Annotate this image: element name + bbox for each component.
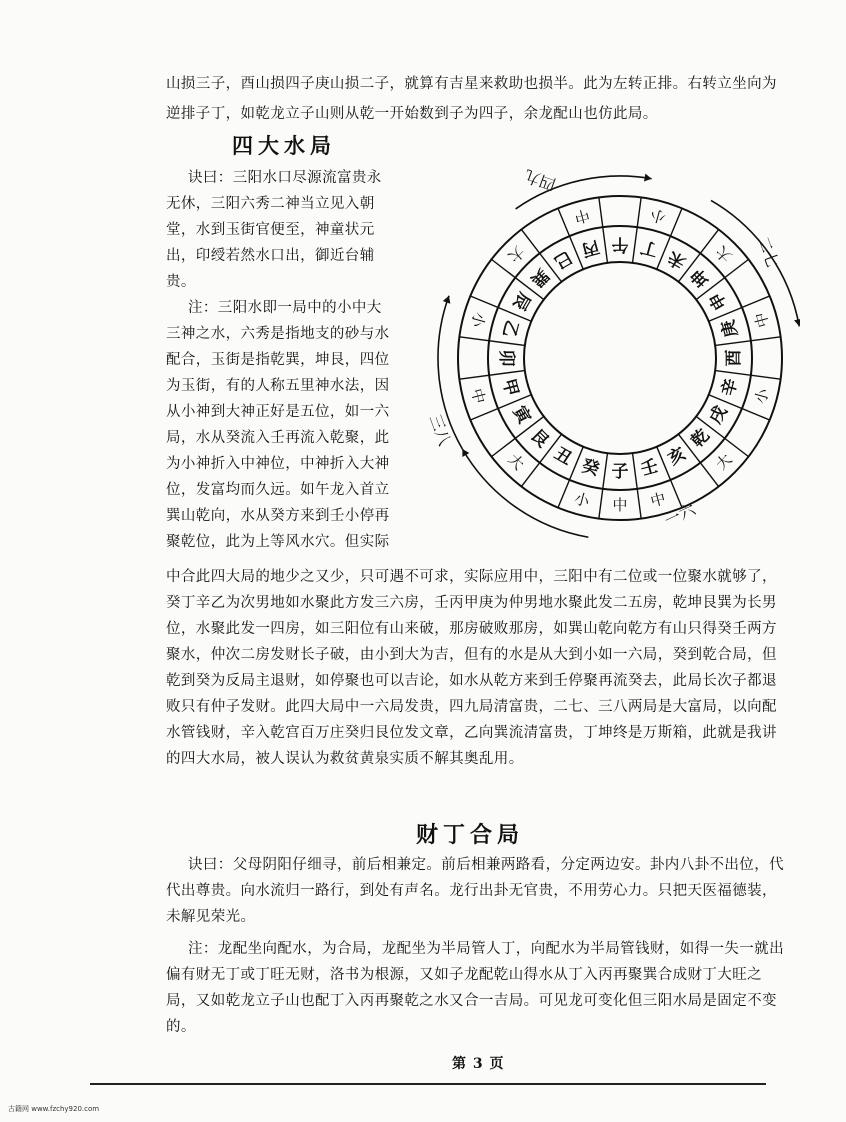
wide-line: 乾到癸为反局主退财，如停聚也可以吉论，如水从乾方来到壬停聚再流癸去，此局长次子都退 xyxy=(166,673,777,689)
body-line: 偏有财无丁或丁旺无财，洛书为根源，又如子龙配乾山得水从丁入丙再聚巽合成财丁大旺之 xyxy=(166,967,762,983)
inner-ring-label: 丑 xyxy=(550,443,576,470)
inner-ring-label: 乾 xyxy=(687,425,714,452)
wide-line: 的四大水局，被人误认为救贫黄泉实质不解其奥乱用。 xyxy=(166,751,524,767)
narrow-line: 为玉街，有的人称五里神水法，因 xyxy=(166,378,390,394)
inner-ring-label: 子 xyxy=(611,462,629,482)
inner-ring-label: 午 xyxy=(611,234,629,254)
inner-ring-label: 坤 xyxy=(687,264,714,291)
narrow-line: 位，发富均而久远。如午龙入首立 xyxy=(166,482,390,498)
ring-circle-1 xyxy=(488,226,752,490)
narrow-line: 出，印绶若然水口出，御近台辅 xyxy=(166,248,375,264)
wide-line: 癸丁辛乙为次男地如水聚此方发三六房，壬丙甲庚为仲男地水聚此发二五房，乾坤艮巽为长男 xyxy=(166,595,777,611)
site-watermark: 古籍网 www.fzchy920.com xyxy=(8,1105,100,1113)
section-title-four-water: 四大水局 xyxy=(232,133,336,158)
outer-ring-label: 中 xyxy=(648,489,668,511)
inner-ring-label: 丁 xyxy=(638,236,661,260)
body-line: 未解见荣光。 xyxy=(166,909,256,925)
outer-ring-label: 中 xyxy=(572,205,592,227)
outer-ring-label: 大 xyxy=(712,242,736,266)
three-yang-water-diagram xyxy=(420,160,800,560)
footer-rule xyxy=(90,1083,766,1085)
arc-label-0: 一六 xyxy=(661,499,699,531)
inner-ring-label: 艮 xyxy=(526,425,553,452)
inner-ring-label: 壬 xyxy=(638,456,661,480)
inner-ring-label: 辰 xyxy=(508,288,535,314)
narrow-line: 局，水从癸流入壬再流入乾聚，此 xyxy=(166,430,390,446)
inner-ring-label: 甲 xyxy=(498,376,522,399)
body-line: 代出尊贵。向水流归一路行，到处有声名。龙行出卦无官贵，不用劳心力。只把天医福德装， xyxy=(166,883,777,899)
narrow-line: 三神之水，六秀是指地支的砂与水 xyxy=(166,326,390,342)
compass-rings xyxy=(426,166,800,538)
narrow-line: 聚乾位，此为上等风水穴。但实际 xyxy=(166,534,390,550)
outer-ring-label: 中 xyxy=(751,310,773,330)
inner-ring-label: 辛 xyxy=(718,376,742,399)
narrow-line: 诀曰：三阳水口尽源流富贵永 xyxy=(188,170,382,186)
inner-ring-label: 庚 xyxy=(718,317,742,340)
wide-line: 败只有仲子发财。此四大局中一六局发贵，四九局清富贵，二七、三八两局是大富局，以向配 xyxy=(166,699,777,715)
intro-line: 逆排子丁，如乾龙立子山则从乾一开始数到子为四子，余龙配山也仿此局。 xyxy=(166,106,658,122)
wide-line: 水管钱财，辛入乾宫百万庄癸归艮位发文章，乙向巽流清富贵，丁坤终是万斯箱，此就是我讲 xyxy=(166,725,777,741)
outer-ring-label: 中 xyxy=(467,386,489,406)
inner-ring-label: 巳 xyxy=(550,246,576,273)
wide-line: 位，水聚此发一四房，如三阳位有山来破，那房破败那房，如巽山乾向乾方有山只得癸壬两方 xyxy=(166,621,777,637)
outer-ring-label: 大 xyxy=(504,242,528,266)
inner-ring-label: 戌 xyxy=(705,402,732,428)
inner-ring-label: 癸 xyxy=(579,456,602,480)
ring-circle-0 xyxy=(524,262,716,454)
outer-ring-label: 小 xyxy=(648,205,668,227)
narrow-line: 为小神折入中神位，中神折入大神 xyxy=(166,456,390,472)
inner-ring-label: 巽 xyxy=(526,264,553,291)
body-line: 的。 xyxy=(166,1019,196,1035)
body-line: 局，又如乾龙立子山也配丁入丙再聚乾之水又合一吉局。可见龙可变化但三阳水局是固定不变 xyxy=(166,993,777,1009)
inner-ring-label: 申 xyxy=(705,288,732,314)
outer-ring-label: 小 xyxy=(751,386,773,406)
body-line: 诀曰：父母阴阳仔细寻，前后相兼定。前后相兼两路看，分定两边安。卦内八卦不出位，代 xyxy=(188,857,784,873)
outer-ring-label: 小 xyxy=(572,489,592,511)
inner-ring-label: 亥 xyxy=(664,443,690,470)
narrow-line: 无休，三阳六秀二神当立见入朝 xyxy=(166,196,375,212)
wide-line: 聚水，仲次二房发财长子破，由小到大为吉，但有的水是从大到小如一六局，癸到乾合局，但 xyxy=(166,647,777,663)
arc-label-1: 二七 xyxy=(753,233,783,271)
section-title-wealth-heir: 财丁合局 xyxy=(416,822,525,848)
outer-ring-label: 中 xyxy=(612,496,628,514)
arrow-icon xyxy=(644,174,652,182)
outer-ring-label: 大 xyxy=(712,450,736,474)
narrow-line: 注：三阳水即一局中的小中大 xyxy=(188,300,382,316)
inner-ring-label: 寅 xyxy=(508,402,535,428)
narrow-line: 堂，水到玉街官便至，神童状元 xyxy=(166,222,375,238)
wide-line: 中合此四大局的地少之又少，只可遇不可求，实际应用中，三阳中有二位或一位聚水就够了， xyxy=(166,569,777,585)
inner-ring-label: 卯 xyxy=(496,349,516,367)
narrow-line: 巽山乾向，水从癸方来到壬小停再 xyxy=(166,508,390,524)
narrow-line: 从小神到大神正好是五位，如一六 xyxy=(166,404,390,420)
inner-ring-label: 乙 xyxy=(498,317,522,340)
page-number: 第 3 页 xyxy=(452,1056,505,1072)
body-line: 注：龙配坐向配水，为合局，龙配坐为半局管人丁，向配水为半局管钱财，如得一失一就出 xyxy=(188,941,784,957)
inner-ring-label: 酉 xyxy=(724,349,744,367)
outer-ring-label: 小 xyxy=(467,310,489,330)
intro-line: 山损三子，酉山损四子庚山损二子，就算有吉星来救助也损半。此为左转正排。右转立坐向为 xyxy=(166,76,777,92)
inner-ring-label: 未 xyxy=(664,246,690,273)
inner-ring-label: 丙 xyxy=(579,236,602,260)
arc-label-2: 三八 xyxy=(425,411,455,449)
outer-ring-label: 大 xyxy=(504,450,528,474)
arc-label-3: 四九 xyxy=(521,165,559,195)
arrow-icon xyxy=(794,319,800,327)
narrow-line: 配合，玉街是指乾巽，坤艮，四位 xyxy=(166,352,390,368)
narrow-line: 贵。 xyxy=(166,274,196,290)
